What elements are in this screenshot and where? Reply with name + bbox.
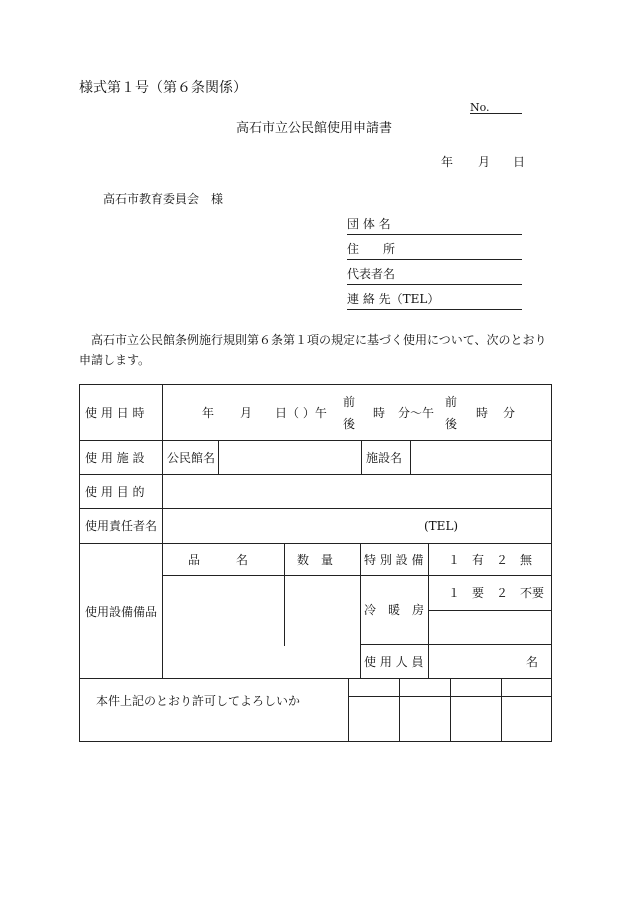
addressee: 高石市教育委員会 様 (103, 192, 224, 206)
am-label-end: 前 (445, 395, 458, 409)
group-name-field[interactable] (347, 212, 522, 235)
am-label-start: 前 (343, 395, 356, 409)
special-equipment-options: １ 有 ２ 無 (448, 553, 533, 567)
date-year: 年 (441, 155, 454, 169)
usage-day: 日（ ）午 (275, 406, 327, 420)
pm-label-end: 後 (445, 417, 458, 431)
usage-hour-end: 時 (476, 406, 489, 420)
usage-hour-start: 時 (373, 406, 386, 420)
responsible-tel: (TEL) (424, 519, 459, 533)
usage-year: 年 (202, 406, 215, 420)
date-day: 日 (513, 155, 526, 169)
usage-month: 月 (240, 406, 253, 420)
application-table (79, 384, 552, 742)
aircon-label: 冷 暖 房 (364, 603, 425, 617)
item-header: 品 名 (188, 553, 249, 567)
group-name-label: 団 体 名 (347, 217, 391, 231)
representative-label: 代表者名 (347, 267, 396, 281)
representative-field[interactable] (347, 262, 522, 285)
usage-minute-end: 分 (503, 406, 516, 420)
no-field-line (470, 113, 522, 114)
people-unit: 名 (526, 655, 539, 669)
date-month: 月 (478, 155, 491, 169)
facility-label: 使 用 施 設 (85, 451, 145, 465)
usage-minute-to: 分〜午 (398, 406, 435, 420)
people-label: 使 用 人 員 (364, 655, 424, 669)
address-label: 住 所 (347, 242, 396, 256)
form-title: 高石市立公民館使用申請書 (236, 121, 393, 136)
responsible-label: 使用責任者名 (85, 519, 158, 533)
hall-name-label: 公民館名 (167, 451, 216, 465)
room-name-label: 施設名 (366, 451, 403, 465)
special-equipment-label: 特 別 設 備 (364, 553, 424, 567)
contact-label: 連 絡 先（TEL） (347, 292, 440, 306)
contact-field[interactable] (347, 287, 522, 310)
equipment-label: 使用設備備品 (85, 605, 158, 619)
body-text: 高石市立公民館条例施行規則第６条第１項の規定に基づく使用について、次のとおり申請します。 (79, 333, 547, 367)
pm-label-start: 後 (343, 417, 356, 431)
form-number: 様式第１号（第６条関係） (79, 80, 247, 96)
approval-text: 本件上記のとおり許可してよろしいか (96, 694, 301, 708)
usage-datetime-label: 使 用 日 時 (85, 406, 145, 420)
quantity-header: 数 量 (297, 553, 334, 567)
address-field[interactable] (347, 237, 522, 260)
aircon-options: １ 要 ２ 不要 (448, 586, 545, 600)
purpose-label: 使 用 目 的 (85, 485, 145, 499)
no-label: No. (470, 101, 490, 114)
